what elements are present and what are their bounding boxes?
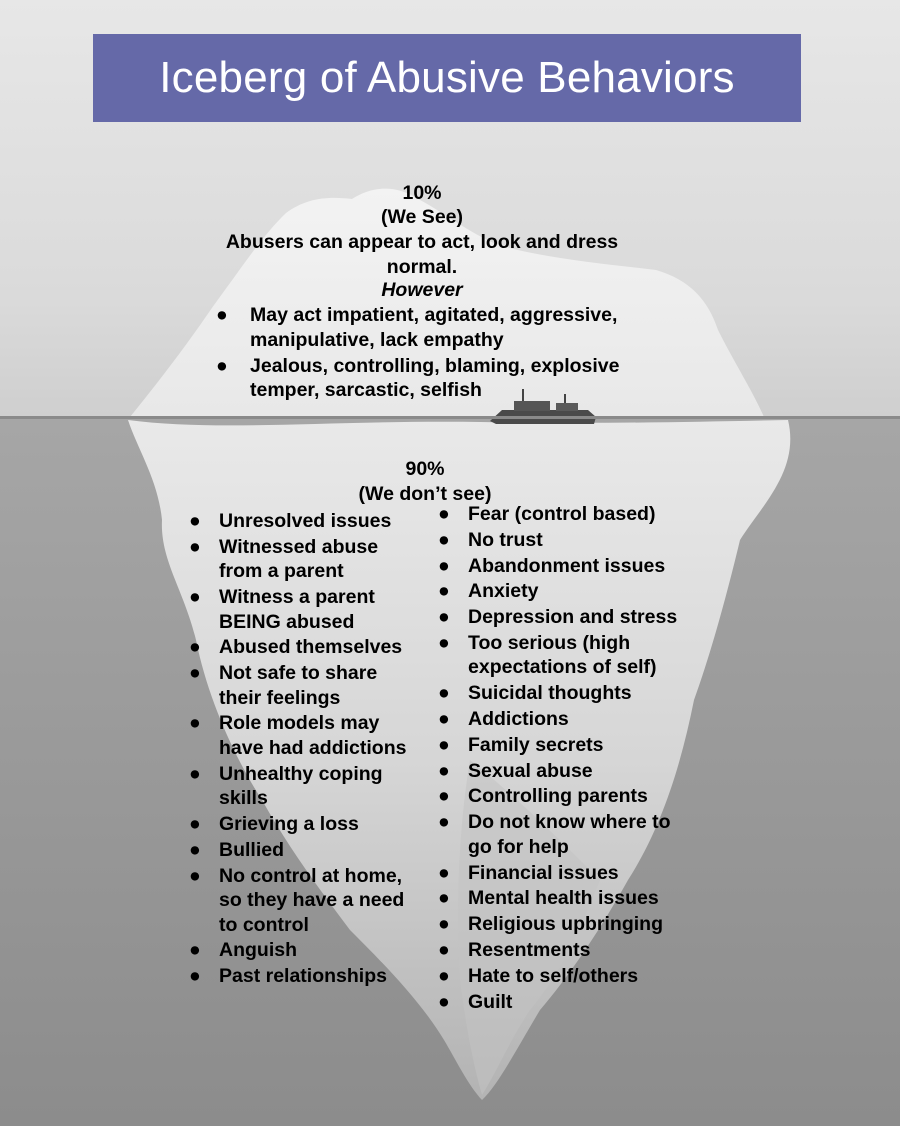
visible-statement-line-1: Abusers can appear to act, look and dress <box>225 231 619 253</box>
list-item-line: from a parent <box>219 560 344 583</box>
bullet-icon: ● <box>189 864 201 887</box>
visible-percent: 10% <box>402 182 442 204</box>
bullet-icon: ● <box>189 636 201 659</box>
list-item-line: Grieving a loss <box>219 813 359 836</box>
bullet-icon: ● <box>438 631 450 654</box>
visible-statement-line-2: normal. <box>386 256 458 278</box>
list-item-line: May act impatient, agitated, aggressive, <box>250 304 618 326</box>
bullet-icon: ● <box>216 304 228 326</box>
list-item <box>436 605 677 630</box>
list-item <box>436 502 677 527</box>
waterline <box>0 416 900 419</box>
list-item <box>436 964 677 989</box>
bullet-icon: ● <box>189 586 201 609</box>
bullet-icon: ● <box>438 580 450 603</box>
list-item <box>436 631 677 680</box>
list-item-line: have had addictions <box>219 736 407 759</box>
visible-label: (We See) <box>381 206 463 228</box>
list-item <box>436 886 677 911</box>
list-item <box>187 864 406 938</box>
list-item-line: Fear (control based) <box>468 503 656 525</box>
list-item-line: manipulative, lack empathy <box>250 328 504 351</box>
list-item <box>187 535 406 584</box>
list-item-line: Abused themselves <box>219 636 403 659</box>
list-item <box>187 812 406 837</box>
list-item-line: expectations of self) <box>468 656 657 679</box>
list-item <box>436 554 677 579</box>
list-item <box>436 733 677 758</box>
list-item <box>212 303 620 352</box>
bullet-icon: ● <box>438 606 450 629</box>
list-item-line: Do not know where to <box>468 811 671 834</box>
list-item <box>187 585 406 634</box>
title-banner <box>93 34 801 122</box>
list-item-line: skills <box>219 787 268 810</box>
hidden-factors-right-list <box>436 502 677 1015</box>
bullet-icon: ● <box>189 939 201 962</box>
list-item-line: Past relationships <box>219 965 387 988</box>
list-item-line: go for help <box>468 835 569 858</box>
list-item <box>187 762 406 811</box>
list-item <box>436 528 677 553</box>
list-item-line: Abandonment issues <box>468 554 666 577</box>
list-item-line: Addictions <box>468 708 569 731</box>
bullet-icon: ● <box>438 913 450 936</box>
list-item-line: Anguish <box>219 939 297 962</box>
list-item <box>187 661 406 710</box>
list-item <box>436 579 677 604</box>
bullet-icon: ● <box>438 861 450 884</box>
list-item-line: Jealous, controlling, blaming, explosive <box>250 354 620 377</box>
page-title: Iceberg of Abusive Behaviors <box>159 53 735 102</box>
list-item <box>187 635 406 660</box>
bullet-icon: ● <box>189 838 201 861</box>
bullet-icon: ● <box>438 528 450 551</box>
list-item-line: so they have a need <box>219 889 405 912</box>
hidden-factors-left-list <box>187 509 406 990</box>
bullet-icon: ● <box>189 762 201 785</box>
list-item <box>187 509 406 534</box>
list-item-line: Anxiety <box>468 580 539 603</box>
list-item <box>436 784 677 809</box>
bullet-icon: ● <box>438 733 450 756</box>
bullet-icon: ● <box>189 813 201 836</box>
bullet-icon: ● <box>438 938 450 961</box>
list-item-line: Witnessed abuse <box>219 535 379 558</box>
list-item <box>436 707 677 732</box>
list-item-line: Too serious (high <box>468 631 631 654</box>
bullet-icon: ● <box>438 682 450 705</box>
list-item-line: Witness a parent <box>219 586 375 609</box>
list-item <box>436 759 677 784</box>
bullet-icon: ● <box>189 662 201 685</box>
list-item-line: Mental health issues <box>468 887 659 910</box>
bullet-icon: ● <box>438 554 450 577</box>
list-item-line: Religious upbringing <box>468 913 663 936</box>
visible-behaviors-list <box>212 303 620 404</box>
however-label: However <box>381 279 463 301</box>
list-item-line: Not safe to share <box>219 662 378 685</box>
list-item-line: Controlling parents <box>468 785 648 808</box>
list-item-line: Bullied <box>219 838 285 861</box>
list-item-line: Guilt <box>468 990 513 1013</box>
list-item-line: their feelings <box>219 686 341 709</box>
bullet-icon: ● <box>189 510 201 532</box>
list-item <box>187 838 406 863</box>
list-item-line: Family secrets <box>468 733 604 756</box>
list-item-line: Depression and stress <box>468 606 678 629</box>
bullet-icon: ● <box>189 712 201 735</box>
list-item-line: Role models may <box>219 712 380 735</box>
bullet-icon: ● <box>438 811 450 834</box>
bullet-icon: ● <box>438 708 450 731</box>
list-item <box>187 711 406 760</box>
list-item <box>436 990 677 1015</box>
bullet-icon: ● <box>438 964 450 987</box>
bullet-icon: ● <box>438 887 450 910</box>
list-item <box>436 938 677 963</box>
list-item <box>187 938 406 963</box>
list-item-line: Resentments <box>468 938 591 961</box>
hidden-label: (We don’t see) <box>358 483 492 505</box>
bullet-icon: ● <box>438 990 450 1013</box>
list-item-line: No trust <box>468 528 543 551</box>
bullet-icon: ● <box>189 535 201 558</box>
list-item <box>436 912 677 937</box>
list-item-line: Sexual abuse <box>468 759 593 782</box>
list-item-line: temper, sarcastic, selfish <box>250 379 482 401</box>
list-item-line: BEING abused <box>219 610 355 633</box>
list-item-line: Hate to self/others <box>468 964 639 987</box>
list-item-line: No control at home, <box>219 864 403 887</box>
list-item-line: Suicidal thoughts <box>468 682 632 705</box>
list-item-line: Financial issues <box>468 861 619 884</box>
list-item-line: to control <box>219 913 309 936</box>
hidden-percent: 90% <box>405 458 445 480</box>
list-item <box>212 354 620 403</box>
list-item-line: Unresolved issues <box>219 510 392 532</box>
bullet-icon: ● <box>438 785 450 808</box>
bullet-icon: ● <box>438 503 450 525</box>
bullet-icon: ● <box>438 759 450 782</box>
list-item <box>436 681 677 706</box>
list-item <box>436 861 677 886</box>
list-item <box>436 810 677 859</box>
list-item <box>187 964 406 989</box>
bullet-icon: ● <box>216 354 228 377</box>
bullet-icon: ● <box>189 965 201 988</box>
list-item-line: Unhealthy coping <box>219 762 383 785</box>
